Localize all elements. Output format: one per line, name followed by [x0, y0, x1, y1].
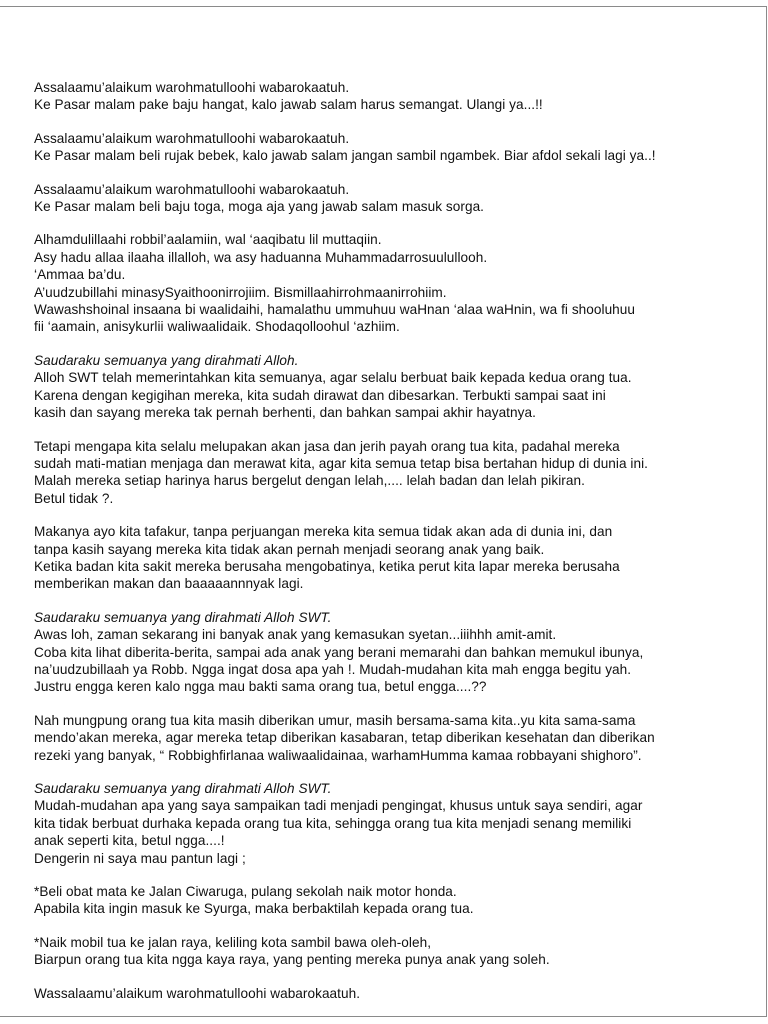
paragraph — [34, 181, 746, 216]
text-line: Wawashshoinal insaana bi waalidaihi, hamalathu ummuhuu waHnan ‘alaa waHnin, wa fi shooluhuu — [34, 302, 636, 318]
section-heading-line: Saudaraku semuanya yang dirahmati Alloh SWT. — [34, 781, 332, 796]
paragraph — [34, 609, 746, 696]
text-line: Biarpun orang tua kita ngga kaya raya, yang penting mereka punya anak yang soleh. — [34, 952, 550, 968]
text-line: Ketika badan kita sakit mereka berusaha mengobatinya, ketika perut kita lapar mereka berusaha — [34, 558, 620, 574]
text-line: Ke Pasar malam pake baju hangat, kalo jawab salam harus semangat. Ulangi ya...!! — [34, 97, 543, 113]
text-line: *Naik mobil tua ke jalan raya, keliling kota sambil bawa oleh-oleh, — [34, 934, 432, 950]
text-line: Wassalaamu’alaikum warohmatulloohi wabarokaatuh. — [34, 985, 361, 1001]
text-line: na’uudzubillaah ya Robb. Ngga ingat dosa apa yah !. Mudah-mudahan kita mah engga begitu yah. — [34, 661, 632, 677]
text-line: Awas loh, zaman sekarang ini banyak anak yang kemasukan syetan...iiihhh amit-amit. — [34, 627, 557, 643]
paragraph — [34, 231, 746, 335]
section-heading-line: Saudaraku semuanya yang dirahmati Alloh. — [34, 352, 299, 368]
text-line: Ke Pasar malam beli rujak bebek, kalo jawab salam jangan sambil ngambek. Biar afdol sekali lagi ya..! — [34, 148, 656, 164]
text-line: Coba kita lihat diberita-berita, sampai ada anak yang berani memarahi dan bahkan memukul ibunya, — [34, 644, 644, 660]
paragraph — [34, 985, 746, 1002]
text-line: Nah mungpung orang tua kita masih diberikan umur, masih bersama-sama kita..yu kita sama-sama — [34, 712, 636, 728]
text-line: Asy hadu allaa ilaaha illalloh, wa asy haduanna Muhammadarrosuulullooh. — [34, 249, 488, 265]
paragraph — [34, 883, 746, 918]
text-line: Tetapi mengapa kita selalu melupakan akan jasa dan jerih payah orang tua kita, padahal mereka — [34, 438, 620, 454]
document-page — [0, 6, 767, 1017]
text-line: tanpa kasih sayang mereka kita tidak akan pernah menjadi seorang anak yang baik. — [34, 541, 545, 557]
paragraph — [34, 79, 746, 114]
paragraph — [34, 780, 746, 867]
text-line: Dengerin ni saya mau pantun lagi ; — [34, 850, 246, 866]
text-line: Alloh SWT telah memerintahkan kita semuanya, agar selalu berbuat baik kepada kedua orang tua. — [34, 370, 632, 386]
text-line: Assalaamu’alaikum warohmatulloohi wabarokaatuh. — [34, 80, 350, 95]
text-line: Karena dengan kegigihan mereka, kita sudah dirawat dan dibesarkan. Terbukti sampai saat ini — [34, 387, 606, 403]
document-body — [34, 79, 746, 1018]
text-line: Betul tidak ?. — [34, 490, 114, 506]
text-line: memberikan makan dan baaaaannnyak lagi. — [34, 576, 304, 592]
text-line: Malah mereka setiap harinya harus bergelut dengan lelah,.... lelah badan dan lelah pikiran. — [34, 473, 585, 489]
text-line: fii ‘aamain, anisykurlii waliwaalidaik. Shodaqolloohul ‘azhiim. — [34, 319, 400, 335]
text-line: Assalaamu’alaikum warohmatulloohi wabarokaatuh. — [34, 181, 350, 197]
text-line: kita tidak berbuat durhaka kepada orang tua kita, sehingga orang tua kita menjadi senang memiliki — [34, 815, 632, 831]
text-line: anak seperti kita, betul ngga....! — [34, 833, 225, 849]
text-line: Justru engga keren kalo ngga mau bakti sama orang tua, betul engga....?? — [34, 679, 487, 695]
text-line: A’uudzubillahi minasySyaithoonirrojiim. Bismillaahirrohmaanirrohiim. — [34, 284, 447, 300]
text-line: mendo’akan mereka, agar mereka tetap diberikan kasabaran, tetap diberikan kesehatan dan diberikan — [34, 730, 655, 746]
text-line: sudah mati-matian menjaga dan merawat kita, agar kita semua tetap bisa bertahan hidup di dunia ini. — [34, 455, 649, 471]
paragraph — [34, 712, 746, 764]
text-line: Apabila kita ingin masuk ke Syurga, maka berbaktilah kepada orang tua. — [34, 901, 474, 917]
text-line: Ke Pasar malam beli baju toga, moga aja yang jawab salam masuk sorga. — [34, 199, 485, 215]
text-line: kasih dan sayang mereka tak pernah berhenti, dan bahkan sampai akhir hayatnya. — [34, 405, 536, 421]
text-line: *Beli obat mata ke Jalan Ciwaruga, pulang sekolah naik motor honda. — [34, 884, 457, 900]
text-line: rezeki yang banyak, “ Robbighfirlanaa waliwaalidainaa, warhamHumma kamaa robbayani shighoro”. — [34, 747, 642, 763]
paragraph — [34, 352, 746, 422]
text-line: Assalaamu’alaikum warohmatulloohi wabarokaatuh. — [34, 130, 350, 146]
paragraph — [34, 934, 746, 969]
paragraph — [34, 130, 746, 165]
text-line: Alhamdulillaahi robbil’aalamiin, wal ‘aaqibatu lil muttaqiin. — [34, 232, 382, 248]
text-line: ‘Ammaa ba’du. — [34, 267, 126, 283]
section-heading-line: Saudaraku semuanya yang dirahmati Alloh SWT. — [34, 609, 332, 625]
text-line: Makanya ayo kita tafakur, tanpa perjuangan mereka kita semua tidak akan ada di dunia ini, dan — [34, 524, 613, 540]
text-line: Mudah-mudahan apa yang saya sampaikan tadi menjadi pengingat, khusus untuk saya sendiri, agar — [34, 798, 643, 814]
paragraph — [34, 523, 746, 593]
paragraph — [34, 438, 746, 508]
